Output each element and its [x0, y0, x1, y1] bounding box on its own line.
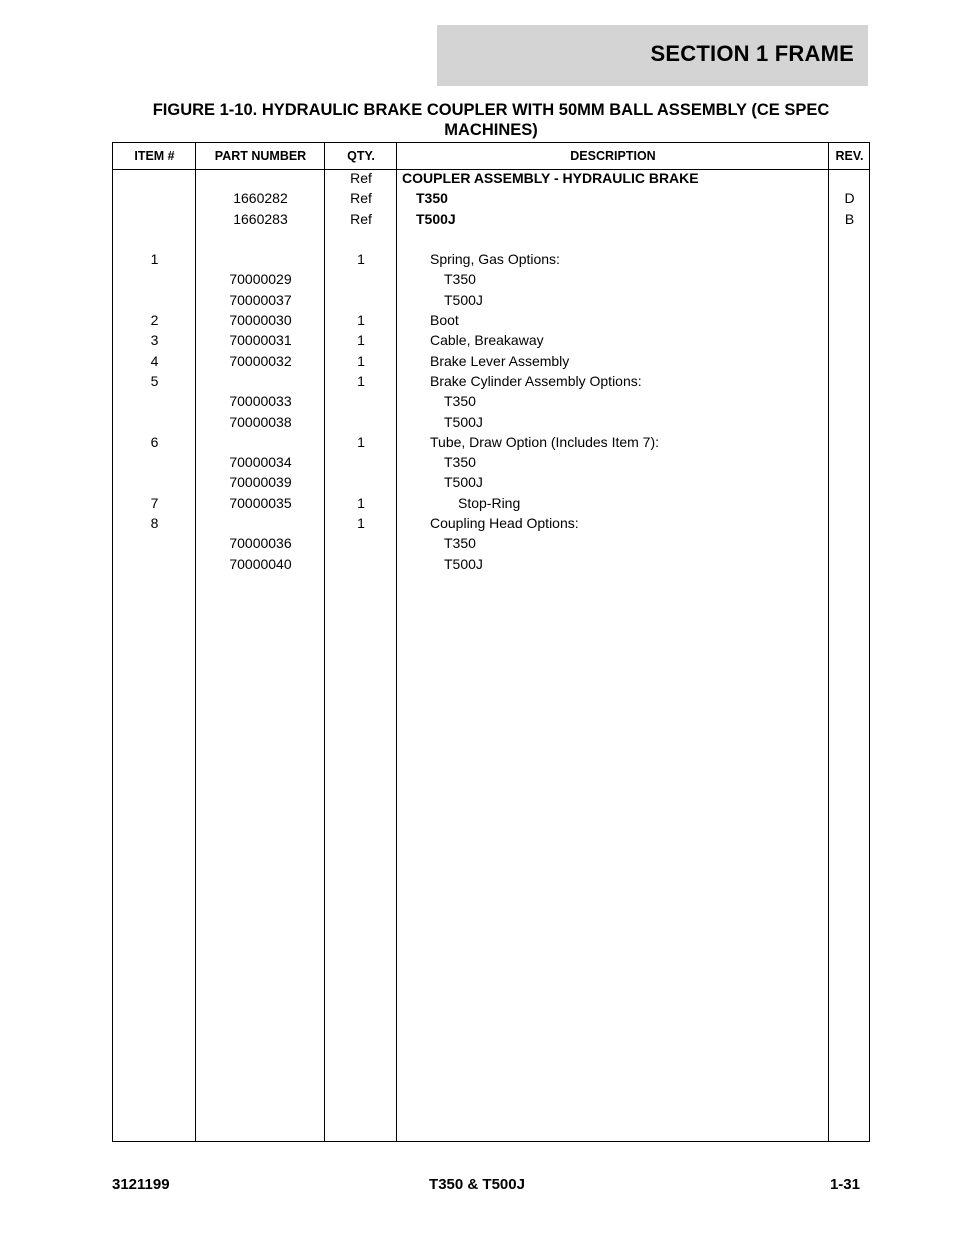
description-cell: T500J: [444, 291, 483, 308]
table-row: [113, 412, 869, 432]
item-cell: 3: [150, 332, 159, 349]
section-title: SECTION 1 FRAME: [650, 41, 854, 66]
qty-cell: 1: [357, 372, 365, 389]
description-cell: T350: [416, 190, 448, 207]
description-cell: Stop-Ring: [458, 494, 521, 511]
part-number-cell: 70000038: [229, 413, 292, 430]
description-cell: Boot: [430, 312, 459, 329]
qty-cell: 1: [357, 312, 365, 329]
footer-model: T350 & T500J: [429, 1176, 525, 1193]
table-row: [113, 290, 869, 310]
qty-cell: 1: [357, 352, 365, 369]
footer-doc-number: 3121199: [112, 1176, 170, 1193]
description-cell: T500J: [444, 555, 483, 572]
table-row: [113, 209, 869, 229]
section-header: [437, 25, 868, 86]
header-part-number: PART NUMBER: [214, 149, 307, 163]
table-row: [113, 371, 869, 391]
header-item: ITEM #: [134, 149, 175, 163]
part-number-cell: 70000034: [229, 454, 292, 471]
description-cell: T350: [444, 271, 476, 288]
item-cell: 8: [150, 515, 159, 532]
part-number-cell: 70000029: [229, 271, 292, 288]
table-row: [113, 310, 869, 330]
description-cell: T350: [444, 535, 476, 552]
table-row: [113, 554, 869, 574]
table-row: [113, 229, 869, 249]
part-number-cell: 70000033: [229, 393, 292, 410]
part-number-cell: 1660282: [233, 190, 288, 207]
footer-page-number: 1-31: [829, 1176, 860, 1193]
part-number-cell: 70000032: [229, 352, 292, 369]
table-row: [113, 168, 869, 188]
header-qty: QTY.: [347, 149, 375, 163]
description-cell: T500J: [444, 474, 483, 491]
parts-table: [112, 142, 870, 1142]
item-cell: 1: [150, 251, 159, 268]
part-number-cell: 70000035: [229, 494, 292, 511]
table-row: [113, 472, 869, 492]
description-cell: Tube, Draw Option (Includes Item 7):: [430, 433, 660, 450]
table-row: [113, 432, 869, 452]
description-cell: T350: [444, 454, 476, 471]
description-cell: Spring, Gas Options:: [430, 251, 560, 268]
description-cell: Brake Cylinder Assembly Options:: [430, 372, 642, 389]
part-number-cell: 70000040: [229, 555, 292, 572]
qty-cell: 1: [357, 332, 365, 349]
item-cell: 7: [150, 494, 159, 511]
part-number-cell: 70000039: [229, 474, 292, 491]
part-number-cell: 70000037: [229, 291, 292, 308]
item-cell: 4: [150, 352, 159, 369]
description-cell: T500J: [416, 210, 456, 227]
qty-cell: 1: [357, 515, 365, 532]
description-cell: T350: [444, 393, 476, 410]
qty-cell: Ref: [350, 170, 372, 186]
rev-cell: B: [844, 210, 855, 227]
table-row: [113, 269, 869, 289]
item-cell: 5: [150, 372, 159, 389]
description-cell: T500J: [444, 413, 483, 430]
qty-cell: Ref: [350, 190, 372, 207]
table-row: [113, 249, 869, 269]
qty-cell: 1: [357, 433, 365, 450]
table-row: [113, 533, 869, 553]
table-row: [113, 452, 869, 472]
figure-title: FIGURE 1-10. HYDRAULIC BRAKE COUPLER WITH 50MM BALL ASSEMBLY (CE SPEC MACHINES): [152, 101, 830, 139]
part-number-cell: 70000036: [229, 535, 292, 552]
rev-cell: D: [844, 190, 855, 207]
part-number-cell: 70000030: [229, 312, 292, 329]
qty-cell: 1: [357, 251, 365, 268]
description-cell: COUPLER ASSEMBLY - HYDRAULIC BRAKE: [402, 170, 699, 186]
qty-cell: 1: [357, 494, 365, 511]
header-description: DESCRIPTION: [570, 149, 656, 163]
description-cell: Coupling Head Options:: [430, 515, 579, 532]
part-number-cell: 70000031: [229, 332, 292, 349]
table-row: [113, 513, 869, 533]
table-row: [113, 391, 869, 411]
qty-cell: Ref: [350, 210, 372, 227]
description-cell: Brake Lever Assembly: [430, 352, 570, 369]
table-row: [113, 493, 869, 513]
table-body: [113, 168, 869, 574]
table-row: [113, 330, 869, 350]
item-cell: 2: [150, 312, 159, 329]
table-row: [113, 188, 869, 208]
description-cell: Cable, Breakaway: [430, 332, 544, 349]
item-cell: 6: [150, 433, 159, 450]
part-number-cell: 1660283: [233, 210, 288, 227]
header-rev: REV.: [835, 149, 864, 163]
table-row: [113, 351, 869, 371]
